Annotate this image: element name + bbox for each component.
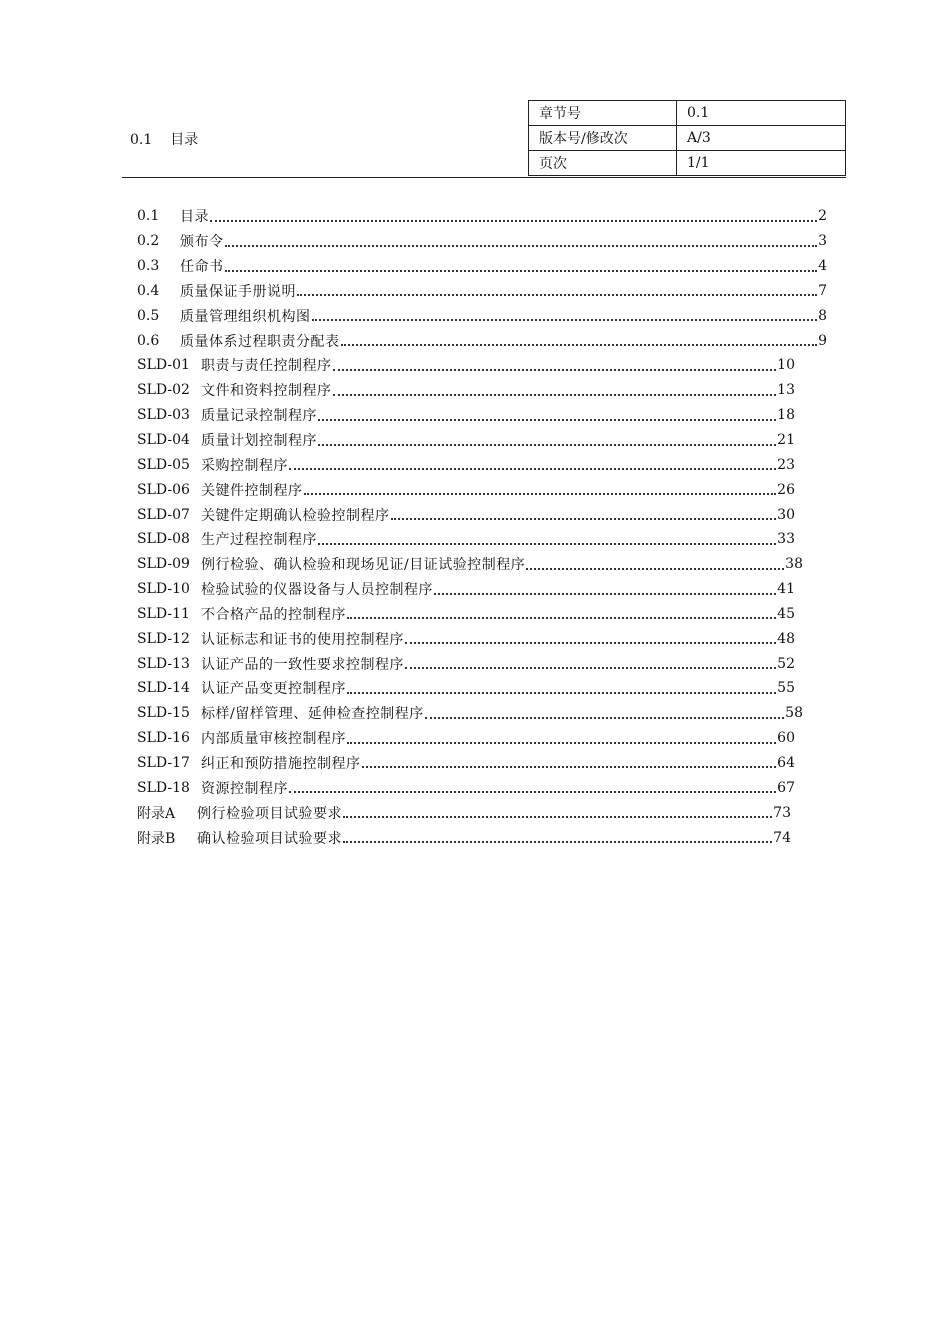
toc-entry-code: SLD-05 [137,456,190,473]
toc-entry[interactable] [137,602,795,627]
toc-entry[interactable] [137,378,795,403]
toc-entry-title: 职责与责任控制程序 [201,358,332,375]
toc-entry-page-number: 8 [818,307,827,324]
meta-value: 0.1 [677,101,846,126]
header-divider [122,177,846,178]
toc-entry-page-number: 60 [777,730,795,747]
toc-entry-code: 0.6 [137,332,160,349]
toc-entry[interactable] [137,353,795,378]
toc-leader-dots [318,418,776,421]
toc-entry-page-number: 64 [777,754,795,771]
toc-entry-title: 例行检验项目试验要求 [197,805,342,822]
toc-entry-title: 资源控制程序 [201,780,288,797]
toc-entry[interactable] [137,651,795,676]
toc-entry-title: 文件和资料控制程序 [201,383,332,400]
toc-entry-code: SLD-01 [137,357,190,374]
toc-leader-dots [526,567,784,570]
toc-entry-code: SLD-04 [137,432,190,449]
toc-entry-code: 0.3 [137,258,160,275]
toc-entry-title: 例行检验、确认检验和现场见证/目证试验控制程序 [201,557,526,574]
toc-entry-code: SLD-11 [137,605,190,622]
toc-entry-page-number: 21 [777,432,795,449]
toc-leader-dots [289,790,776,793]
toc-entry-page-number: 4 [818,258,827,275]
toc-entry-page-number: 48 [777,630,795,647]
toc-entry-code: 附录A [137,805,176,822]
toc-leader-dots [347,691,776,694]
toc-entry-page-number: 7 [818,282,827,299]
toc-entry[interactable] [137,751,795,776]
toc-leader-dots [347,616,776,619]
toc-entry-title: 标样/留样管理、延伸检查控制程序 [201,706,424,723]
toc-entry-code: SLD-13 [137,655,190,672]
toc-leader-dots [405,666,776,669]
toc-entry-code: SLD-17 [137,754,190,771]
toc-leader-dots [343,815,772,818]
toc-entry-code: SLD-12 [137,630,190,647]
toc-entry[interactable] [137,452,795,477]
toc-entry[interactable] [137,552,803,577]
toc-entry-code: SLD-14 [137,680,190,697]
toc-entry-title: 关键件控制程序 [201,482,303,499]
toc-entry[interactable] [137,626,795,651]
toc-entry-title: 质量计划控制程序 [201,433,317,450]
meta-label: 版本号/修改次 [529,126,677,151]
toc-entry[interactable] [137,328,827,353]
toc-entry-page-number: 73 [773,804,791,821]
toc-entry-page-number: 23 [777,456,795,473]
toc-entry[interactable] [137,800,791,825]
toc-leader-dots [210,219,817,222]
toc-entry-title: 认证产品变更控制程序 [201,681,346,698]
toc-entry-page-number: 26 [777,481,795,498]
toc-entry-code: SLD-18 [137,779,190,796]
toc-leader-dots [425,716,784,719]
toc-entry-title: 认证标志和证书的使用控制程序 [201,631,404,648]
toc-entry[interactable] [137,254,827,279]
toc-entry[interactable] [137,204,827,229]
toc-entry[interactable] [137,428,795,453]
toc-leader-dots [333,368,777,371]
section-number: 0.1 [130,132,153,148]
toc-entry[interactable] [137,303,827,328]
toc-entry-code: 0.4 [137,282,160,299]
toc-entry-title: 质量管理组织机构图 [180,308,311,325]
toc-entry[interactable] [137,726,795,751]
toc-entry-title: 任命书 [180,259,224,276]
toc-entry-code: SLD-09 [137,556,190,573]
toc-leader-dots [343,840,772,843]
toc-leader-dots [304,492,777,495]
toc-entry-code: SLD-06 [137,481,190,498]
toc-entry[interactable] [137,502,795,527]
toc-entry-code: SLD-03 [137,407,190,424]
toc-entry-title: 关键件定期确认检验控制程序 [201,507,390,524]
toc-entry-code: SLD-10 [137,581,190,598]
toc-entry-code: SLD-07 [137,506,190,523]
table-of-contents [137,204,827,850]
toc-entry-code: 0.2 [137,233,160,250]
toc-entry-page-number: 18 [777,407,795,424]
toc-entry-title: 确认检验项目试验要求 [197,830,342,847]
toc-leader-dots [405,641,776,644]
toc-entry-page-number: 33 [777,531,795,548]
toc-leader-dots [318,542,776,545]
toc-entry-title: 检验试验的仪器设备与人员控制程序 [201,582,433,599]
toc-entry-title: 生产过程控制程序 [201,532,317,549]
toc-leader-dots [318,443,776,446]
toc-entry-page-number: 52 [777,655,795,672]
toc-leader-dots [347,741,776,744]
toc-entry-title: 颁布令 [180,234,224,251]
toc-entry[interactable] [137,775,795,800]
toc-entry-title: 采购控制程序 [201,457,288,474]
meta-label: 章节号 [529,101,677,126]
toc-entry[interactable] [137,527,795,552]
toc-entry-page-number: 9 [818,332,827,349]
toc-entry-page-number: 3 [818,233,827,250]
toc-entry-page-number: 30 [777,506,795,523]
page-header-title [130,129,198,149]
toc-entry-page-number: 55 [777,680,795,697]
toc-leader-dots [225,244,818,247]
toc-entry[interactable] [137,577,795,602]
toc-entry-code: SLD-02 [137,382,190,399]
toc-entry[interactable] [137,279,827,304]
meta-value: A/3 [677,126,846,151]
toc-entry-page-number: 38 [785,556,803,573]
toc-leader-dots [312,318,818,321]
toc-leader-dots [289,467,776,470]
toc-leader-dots [362,765,777,768]
toc-entry-code: 0.1 [137,208,160,225]
meta-row-version [529,126,846,151]
toc-entry-code: SLD-16 [137,730,190,747]
meta-row-page [529,151,846,176]
toc-entry-title: 质量保证手册说明 [180,283,296,300]
toc-entry-page-number: 67 [777,779,795,796]
toc-entry-page-number: 45 [777,605,795,622]
toc-entry-page-number: 13 [777,382,795,399]
toc-entry-title: 不合格产品的控制程序 [201,606,346,623]
toc-entry-page-number: 41 [777,581,795,598]
toc-entry-page-number: 2 [818,208,827,225]
toc-entry-code: SLD-15 [137,705,190,722]
toc-leader-dots [341,343,818,346]
toc-entry-title: 纠正和预防措施控制程序 [201,755,361,772]
meta-value: 1/1 [677,151,846,176]
toc-entry-page-number: 74 [773,829,791,846]
toc-entry[interactable] [137,825,791,850]
toc-leader-dots [225,269,818,272]
toc-leader-dots [434,592,776,595]
toc-leader-dots [297,293,817,296]
toc-entry-code: SLD-08 [137,531,190,548]
toc-entry-title: 内部质量审核控制程序 [201,731,346,748]
toc-entry-title: 质量记录控制程序 [201,408,317,425]
meta-row-chapter [529,101,846,126]
toc-entry[interactable] [137,477,795,502]
toc-entry-title: 目录 [180,209,209,226]
toc-entry-code: 附录B [137,830,176,847]
toc-entry-page-number: 58 [785,705,803,722]
toc-leader-dots [391,517,777,520]
toc-entry[interactable] [137,403,795,428]
toc-entry-code: 0.5 [137,307,160,324]
toc-entry-title: 认证产品的一致性要求控制程序 [201,656,404,673]
toc-entry-page-number: 10 [777,357,795,374]
meta-label: 页次 [529,151,677,176]
toc-entry-title: 质量体系过程职责分配表 [180,333,340,350]
toc-entry[interactable] [137,701,803,726]
section-title: 目录 [170,132,199,148]
toc-entry[interactable] [137,229,827,254]
toc-entry[interactable] [137,676,795,701]
toc-leader-dots [333,393,777,396]
document-meta-table [528,100,846,176]
